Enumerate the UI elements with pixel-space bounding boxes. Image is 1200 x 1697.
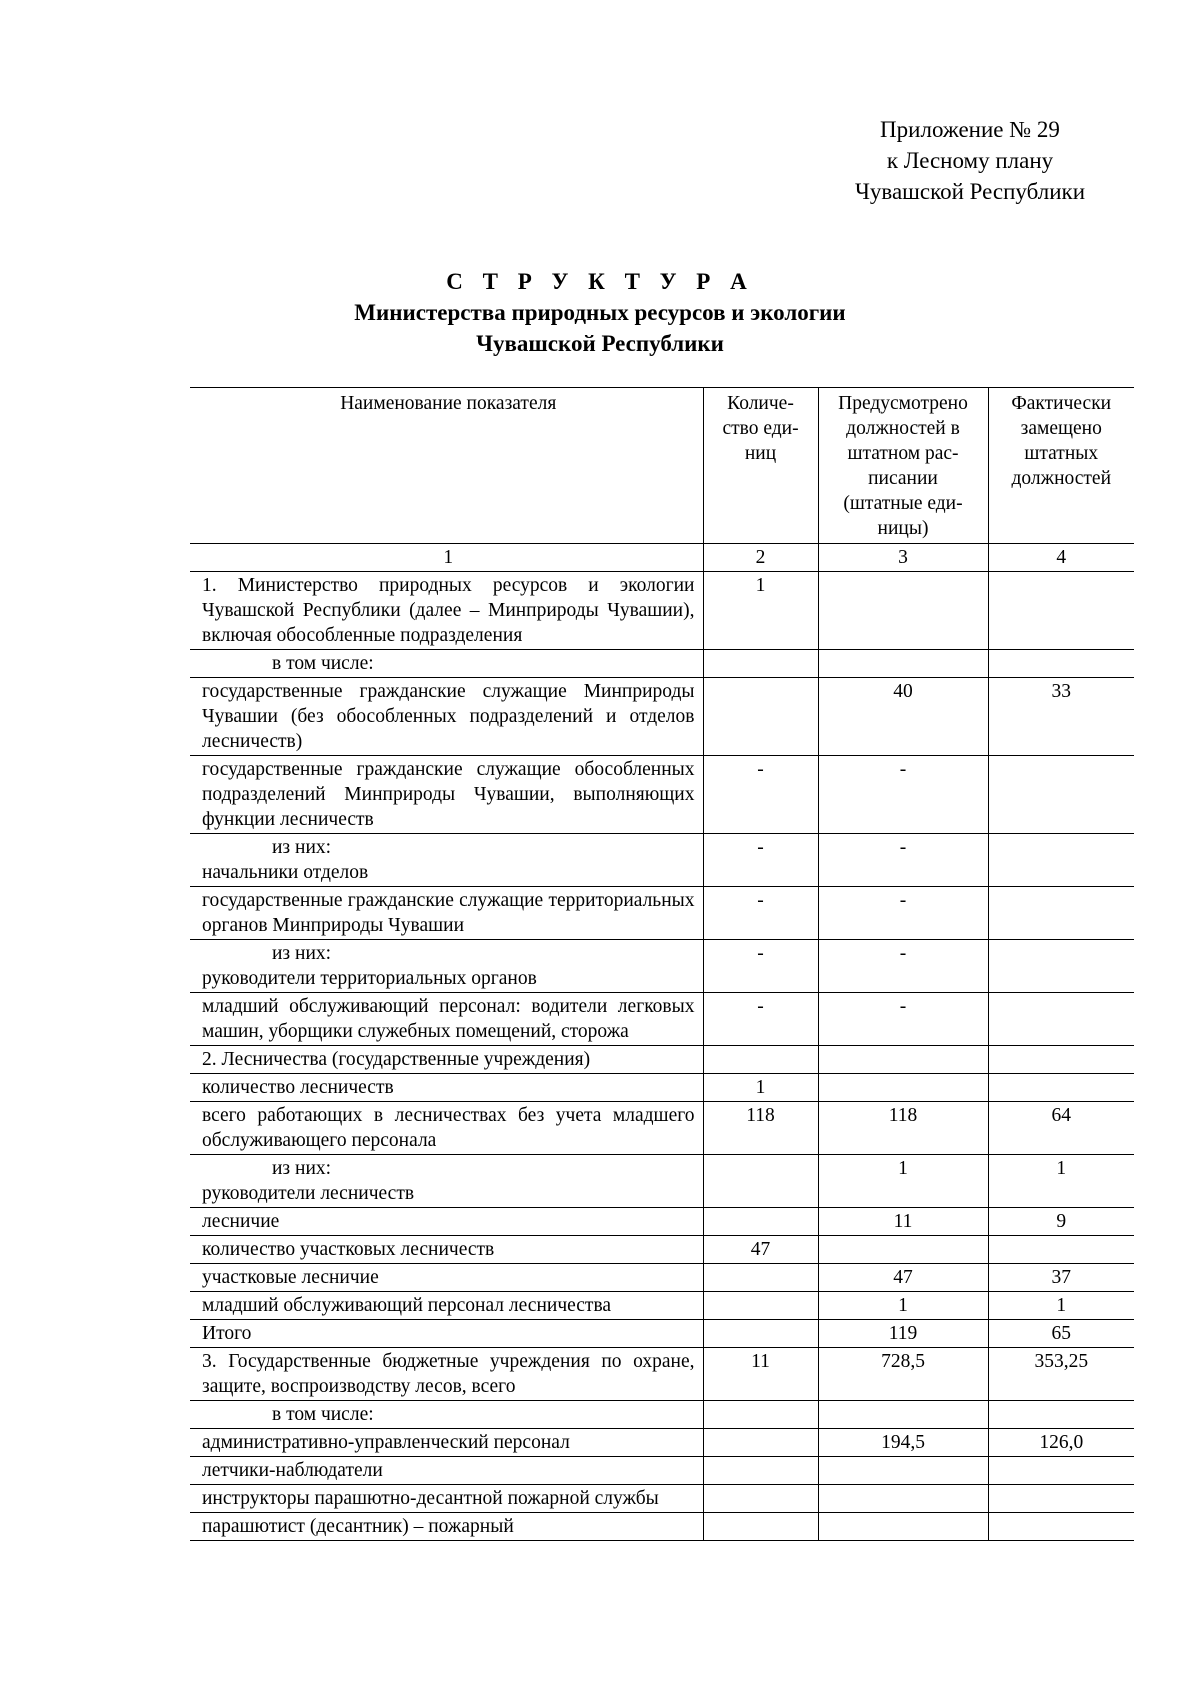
planned-positions-cell: - — [818, 993, 988, 1046]
indicator-name-cell — [190, 1348, 703, 1401]
actual-positions-cell — [988, 1236, 1134, 1264]
indicator-name-cell — [190, 1236, 703, 1264]
indicator-name: государственные гражданские служащие Минприроды Чувашии (без обособленных подразделений и отделов лесничеств) — [202, 681, 695, 752]
units-count-cell — [703, 1401, 818, 1429]
indicator-name-cell — [190, 650, 703, 678]
units-count-cell: - — [703, 887, 818, 940]
indicator-name-cell — [190, 1155, 703, 1208]
actual-positions-cell: 33 — [988, 678, 1134, 756]
planned-positions-cell — [818, 1236, 988, 1264]
table-row — [190, 1401, 1134, 1429]
appendix-line-1: Приложение № 29 — [880, 117, 1060, 142]
units-count-cell: - — [703, 834, 818, 887]
units-count-cell: - — [703, 993, 818, 1046]
header-units-count: Количе-ство еди-ниц — [703, 388, 818, 544]
table-row — [190, 1046, 1134, 1074]
indicator-name: 1. Министерство природных ресурсов и экологии Чувашской Республики (далее – Минприроды Чувашии), включая обособленные подразделения — [202, 575, 695, 646]
indicator-name: руководители лесничеств — [202, 1183, 415, 1204]
units-count-cell — [703, 1046, 818, 1074]
planned-positions-cell: 40 — [818, 678, 988, 756]
column-number: 2 — [703, 544, 818, 572]
actual-positions-cell — [988, 993, 1134, 1046]
actual-positions-cell: 1 — [988, 1292, 1134, 1320]
table-row — [190, 1102, 1134, 1155]
table-row — [190, 1074, 1134, 1102]
indicator-name: количество участковых лесничеств — [202, 1239, 495, 1260]
actual-positions-cell — [988, 756, 1134, 834]
actual-positions-cell — [988, 1401, 1134, 1429]
table-row — [190, 678, 1134, 756]
row-subheading: из них: — [272, 943, 332, 964]
actual-positions-cell — [988, 1046, 1134, 1074]
actual-positions-cell: 353,25 — [988, 1348, 1134, 1401]
units-count-cell — [703, 1208, 818, 1236]
indicator-name: всего работающих в лесничествах без учета младшего обслуживающего персонала — [202, 1105, 695, 1151]
indicator-name: административно-управленческий персонал — [202, 1432, 570, 1453]
indicator-name: государственные гражданские служащие обособленных подразделений Минприроды Чувашии, выполняющих функции лесничеств — [202, 759, 695, 830]
planned-positions-cell: 728,5 — [818, 1348, 988, 1401]
row-subheading: в том числе: — [272, 653, 374, 674]
indicator-name-cell — [190, 887, 703, 940]
planned-positions-cell: - — [818, 756, 988, 834]
actual-positions-cell: 9 — [988, 1208, 1134, 1236]
column-number: 3 — [818, 544, 988, 572]
table-row — [190, 1457, 1134, 1485]
appendix-line-3: Чувашской Республики — [854, 179, 1086, 204]
table-row — [190, 1513, 1134, 1541]
table-header-row — [190, 388, 1134, 544]
indicator-name-cell — [190, 940, 703, 993]
units-count-cell — [703, 1485, 818, 1513]
units-count-cell: 47 — [703, 1236, 818, 1264]
indicator-name: участковые лесничие — [202, 1267, 379, 1288]
planned-positions-cell: - — [818, 834, 988, 887]
indicator-name: государственные гражданские служащие территориальных органов Минприроды Чувашии — [202, 890, 695, 936]
table-row — [190, 834, 1134, 887]
units-count-cell — [703, 1513, 818, 1541]
units-count-cell: 1 — [703, 572, 818, 650]
planned-positions-cell: 1 — [818, 1155, 988, 1208]
document-heading — [0, 266, 1200, 359]
units-count-cell: - — [703, 940, 818, 993]
planned-positions-cell: 47 — [818, 1264, 988, 1292]
indicator-name: младший обслуживающий персонал: водители легковых машин, уборщики служебных помещений, сторожа — [202, 996, 695, 1042]
units-count-cell — [703, 678, 818, 756]
indicator-name-cell — [190, 1046, 703, 1074]
document-subtitle-1: Министерства природных ресурсов и экологии — [354, 300, 846, 325]
indicator-name: количество лесничеств — [202, 1077, 394, 1098]
units-count-cell: 118 — [703, 1102, 818, 1155]
appendix-line-2: к Лесному плану — [886, 148, 1054, 173]
units-count-cell: - — [703, 756, 818, 834]
indicator-name-cell — [190, 1102, 703, 1155]
structure-table-body — [190, 388, 1134, 1541]
table-row — [190, 650, 1134, 678]
planned-positions-cell: 119 — [818, 1320, 988, 1348]
header-actual-positions: Фактически замещено штатных должностей — [988, 388, 1134, 544]
table-row — [190, 1236, 1134, 1264]
indicator-name-cell — [190, 756, 703, 834]
planned-positions-cell: - — [818, 887, 988, 940]
planned-positions-cell: 11 — [818, 1208, 988, 1236]
row-subheading: из них: — [272, 837, 332, 858]
indicator-name-cell — [190, 1074, 703, 1102]
actual-positions-cell: 64 — [988, 1102, 1134, 1155]
indicator-name-cell — [190, 1513, 703, 1541]
column-number-row — [190, 544, 1134, 572]
actual-positions-cell — [988, 887, 1134, 940]
table-row — [190, 572, 1134, 650]
planned-positions-cell: - — [818, 940, 988, 993]
row-subheading: в том числе: — [272, 1404, 374, 1425]
planned-positions-cell: 118 — [818, 1102, 988, 1155]
indicator-name: инструкторы парашютно-десантной пожарной службы — [202, 1488, 659, 1509]
planned-positions-cell: 1 — [818, 1292, 988, 1320]
indicator-name-cell — [190, 1320, 703, 1348]
units-count-cell — [703, 1292, 818, 1320]
header-indicator-name: Наименование показателя — [190, 388, 703, 544]
table-row — [190, 1485, 1134, 1513]
indicator-name: лесничие — [202, 1211, 280, 1232]
table-row — [190, 887, 1134, 940]
document-title: С Т Р У К Т У Р А — [446, 269, 754, 294]
actual-positions-cell — [988, 1457, 1134, 1485]
actual-positions-cell — [988, 1513, 1134, 1541]
indicator-name: парашютист (десантник) – пожарный — [202, 1516, 514, 1537]
indicator-name-cell — [190, 1401, 703, 1429]
planned-positions-cell — [818, 1401, 988, 1429]
table-row — [190, 756, 1134, 834]
units-count-cell — [703, 1320, 818, 1348]
actual-positions-cell — [988, 1074, 1134, 1102]
planned-positions-cell — [818, 1046, 988, 1074]
indicator-name-cell — [190, 1292, 703, 1320]
column-number: 4 — [988, 544, 1134, 572]
units-count-cell: 11 — [703, 1348, 818, 1401]
indicator-name-cell — [190, 572, 703, 650]
column-number: 1 — [190, 544, 703, 572]
table-row — [190, 993, 1134, 1046]
appendix-note — [820, 114, 1120, 207]
table-row — [190, 1208, 1134, 1236]
table-row — [190, 1292, 1134, 1320]
actual-positions-cell — [988, 650, 1134, 678]
units-count-cell — [703, 1155, 818, 1208]
actual-positions-cell — [988, 834, 1134, 887]
indicator-name-cell — [190, 1264, 703, 1292]
indicator-name-cell — [190, 834, 703, 887]
actual-positions-cell: 1 — [988, 1155, 1134, 1208]
table-row — [190, 1264, 1134, 1292]
planned-positions-cell — [818, 1513, 988, 1541]
document-subtitle-2: Чувашской Республики — [476, 331, 724, 356]
structure-table — [190, 387, 1134, 1541]
indicator-name-cell — [190, 678, 703, 756]
header-planned-positions: Предусмотрено должностей в штатном рас-писании (штатные еди-ницы) — [818, 388, 988, 544]
planned-positions-cell — [818, 1074, 988, 1102]
indicator-name-cell — [190, 1457, 703, 1485]
planned-positions-cell — [818, 1457, 988, 1485]
units-count-cell — [703, 650, 818, 678]
actual-positions-cell — [988, 572, 1134, 650]
actual-positions-cell — [988, 1485, 1134, 1513]
indicator-name: 2. Лесничества (государственные учреждения) — [202, 1049, 591, 1070]
planned-positions-cell — [818, 650, 988, 678]
indicator-name: младший обслуживающий персонал лесничества — [202, 1295, 612, 1316]
row-subheading: из них: — [272, 1158, 332, 1179]
units-count-cell: 1 — [703, 1074, 818, 1102]
units-count-cell — [703, 1429, 818, 1457]
indicator-name: Итого — [202, 1323, 252, 1344]
actual-positions-cell: 126,0 — [988, 1429, 1134, 1457]
indicator-name: начальники отделов — [202, 862, 369, 883]
table-row — [190, 1155, 1134, 1208]
indicator-name: 3. Государственные бюджетные учреждения по охране, защите, воспроизводству лесов, всего — [202, 1351, 695, 1397]
indicator-name-cell — [190, 1429, 703, 1457]
indicator-name-cell — [190, 1485, 703, 1513]
indicator-name-cell — [190, 1208, 703, 1236]
indicator-name-cell — [190, 993, 703, 1046]
planned-positions-cell — [818, 572, 988, 650]
units-count-cell — [703, 1457, 818, 1485]
table-row — [190, 940, 1134, 993]
table-row — [190, 1320, 1134, 1348]
indicator-name: руководители территориальных органов — [202, 968, 537, 989]
actual-positions-cell — [988, 940, 1134, 993]
planned-positions-cell — [818, 1485, 988, 1513]
units-count-cell — [703, 1264, 818, 1292]
actual-positions-cell: 37 — [988, 1264, 1134, 1292]
actual-positions-cell: 65 — [988, 1320, 1134, 1348]
planned-positions-cell: 194,5 — [818, 1429, 988, 1457]
table-row — [190, 1348, 1134, 1401]
indicator-name: летчики-наблюдатели — [202, 1460, 383, 1481]
table-row — [190, 1429, 1134, 1457]
